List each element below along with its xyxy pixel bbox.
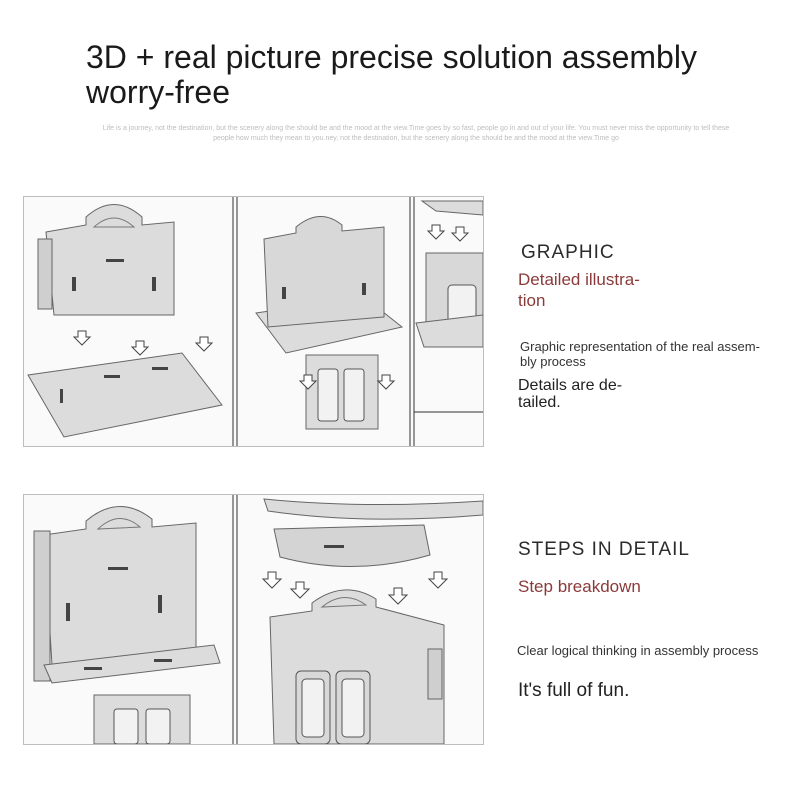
house-model	[256, 216, 402, 353]
down-arrow-icon	[429, 572, 447, 588]
steps-illustration-panel	[23, 494, 484, 745]
section2-subheading: Step breakdown	[518, 577, 641, 596]
section1-subheading: Detailed illustra- tion	[518, 270, 640, 310]
down-arrow-icon	[389, 588, 407, 604]
assembled-house	[270, 590, 444, 744]
section1-description: Graphic representation of the real assem- bly process	[520, 339, 760, 369]
down-arrow-icon	[452, 227, 468, 241]
door-panel	[94, 695, 190, 744]
section2-heading: STEPS IN DETAIL	[518, 539, 690, 560]
house-model-partial	[416, 201, 483, 347]
down-arrow-icon	[378, 375, 394, 389]
section2-note: It's full of fun.	[518, 680, 630, 701]
roof-piece	[264, 499, 483, 567]
house-model	[34, 506, 220, 683]
door-panel	[306, 355, 378, 429]
section1-note: Details are de- tailed.	[518, 377, 623, 411]
section2-description: Clear logical thinking in assembly process	[517, 643, 759, 658]
page-title: 3D + real picture precise solution assembly worry-free	[86, 39, 697, 110]
tagline: Life is a journey, not the destination, but the scenery along the should be and the mood at the view.Time goes by so fast, people go in and out of your life. You must never miss the opportunity to tell these people how much they mean to you.ney, not the destination, but the scenery along the should be and the mood at the view.Time go	[102, 125, 730, 142]
down-arrow-icon	[196, 337, 212, 351]
section1-heading: GRAPHIC	[521, 242, 615, 263]
house-model	[38, 205, 174, 316]
base-board	[28, 353, 222, 437]
down-arrow-icon	[132, 341, 148, 355]
down-arrow-icon	[291, 582, 309, 598]
down-arrow-icon	[428, 225, 444, 239]
graphic-illustration-panel	[23, 196, 484, 447]
down-arrow-icon	[263, 572, 281, 588]
down-arrow-icon	[74, 331, 90, 345]
